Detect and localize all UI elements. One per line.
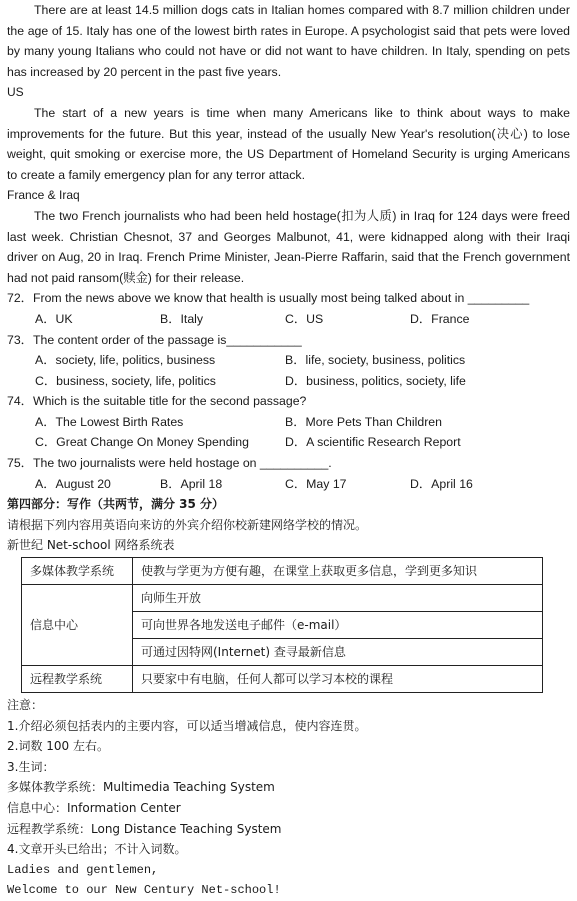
table-cell: 使教与学更为方便有趣，在课堂上获取更多信息，学到更多知识 — [133, 558, 543, 585]
option-c: C．business, society, life, politics — [35, 373, 216, 388]
option-c: C．US — [285, 311, 324, 326]
table-cell: 多媒体教学系统 — [22, 558, 133, 585]
us-paragraph: The start of a new years is time when many Americans like to think about ways to make improvements for the future. But this year, instead of the usually New Year's resolution(决心) to lose weight, quit smoking or exercise more, the US Department of Homeland Security is urging Americans to create a family emergency plan for any terror attack. — [7, 105, 570, 182]
table-row — [22, 585, 543, 612]
question-75 — [7, 453, 570, 494]
option-a: A．UK — [35, 311, 73, 326]
table-cell: 可向世界各地发送电子邮件（e-mail） — [133, 612, 543, 639]
question-73 — [7, 330, 570, 392]
option-d: D．April 16 — [410, 476, 473, 491]
table-cell: 向师生开放 — [133, 585, 543, 612]
option-b: B．April 18 — [160, 476, 223, 491]
option-row — [7, 412, 570, 433]
option-row — [7, 309, 570, 330]
table-cell: 远程教学系统 — [22, 666, 133, 693]
option-b: B．Italy — [160, 311, 204, 326]
option-c: C．May 17 — [285, 476, 347, 491]
option-a: A．society, life, politics, business — [35, 353, 216, 368]
question-stem: 72．From the news above we know that health is usually most being talked about in _________ — [7, 291, 530, 306]
option-row — [7, 474, 570, 495]
option-row — [7, 432, 570, 453]
us-heading: US — [7, 85, 24, 100]
option-row — [7, 350, 570, 371]
note-line: 多媒体教学系统：Multimedia Teaching System — [7, 780, 275, 795]
question-72 — [7, 288, 570, 329]
france-heading: France & Iraq — [7, 188, 80, 203]
note-line: 1.介绍必须包括表内的主要内容，可以适当增减信息，使内容连贯。 — [7, 718, 367, 733]
question-74 — [7, 391, 570, 453]
table-cell: 可通过因特网(Internet) 查寻最新信息 — [133, 639, 543, 666]
question-stem: 74．Which is the suitable title for the second passage? — [7, 394, 307, 409]
option-c: C．Great Change On Money Spending — [35, 435, 249, 450]
option-d: D．A scientific Research Report — [285, 435, 461, 450]
option-b: B．More Pets Than Children — [285, 414, 442, 429]
note-line: 3.生词： — [7, 759, 55, 774]
table-row — [22, 558, 543, 585]
opening-line: Welcome to our New Century Net-school! — [7, 883, 281, 898]
part4-instruction: 请根据下列内容用英语向来访的外宾介绍你校新建网络学校的情况。 — [7, 517, 368, 532]
table-caption: 新世纪 Net-school 网络系统表 — [7, 538, 175, 553]
notes-title: 注意： — [7, 698, 44, 713]
option-b: B．life, society, business, politics — [285, 353, 466, 368]
option-a: A．The Lowest Birth Rates — [35, 414, 184, 429]
option-row — [7, 371, 570, 392]
table-row — [22, 666, 543, 693]
opening-line: Ladies and gentlemen, — [7, 862, 159, 877]
italy-paragraph: There are at least 14.5 million dogs cats in Italian homes compared with 8.7 million children under the age of 15. Italy has one of the lowest birth rates in Europe. A psychologist said that pets were loved by many young Italians who could not have or did not want to have children. In Italy, spending on pets has increased by 20 percent in the past five years. — [7, 3, 570, 79]
note-line: 2.词数 100 左右。 — [7, 739, 109, 754]
option-a: A．August 20 — [35, 476, 111, 491]
exam-page — [7, 0, 570, 901]
table-cell: 信息中心 — [22, 585, 133, 666]
france-paragraph: The two French journalists who had been held hostage(扣为人质) in Iraq for 124 days were freed last week. Christian Chesnot, 37 and Georges Malbunot, 41, were kidnapped along with their Iraqi driver on Aug, 20 in Iraq. French Prime Minister, Jean-Pierre Raffarin, said that the French government had not paid ransom(赎金) for their release. — [7, 208, 570, 285]
question-stem: 73．The content order of the passage is___________ — [7, 332, 302, 347]
note-line: 信息中心：Information Center — [7, 801, 181, 815]
net-school-table — [21, 557, 543, 693]
note-line: 4.文章开头已给出；不计入词数。 — [7, 842, 187, 857]
option-d: D．France — [410, 311, 470, 326]
option-d: D．business, politics, society, life — [285, 373, 466, 388]
part4-title: 第四部分：写作（共两节，满分 35 分） — [7, 497, 225, 512]
question-stem: 75．The two journalists were held hostage on __________. — [7, 456, 332, 471]
note-line: 远程教学系统：Long Distance Teaching System — [7, 821, 282, 836]
table-cell: 只要家中有电脑，任何人都可以学习本校的课程 — [133, 666, 543, 693]
